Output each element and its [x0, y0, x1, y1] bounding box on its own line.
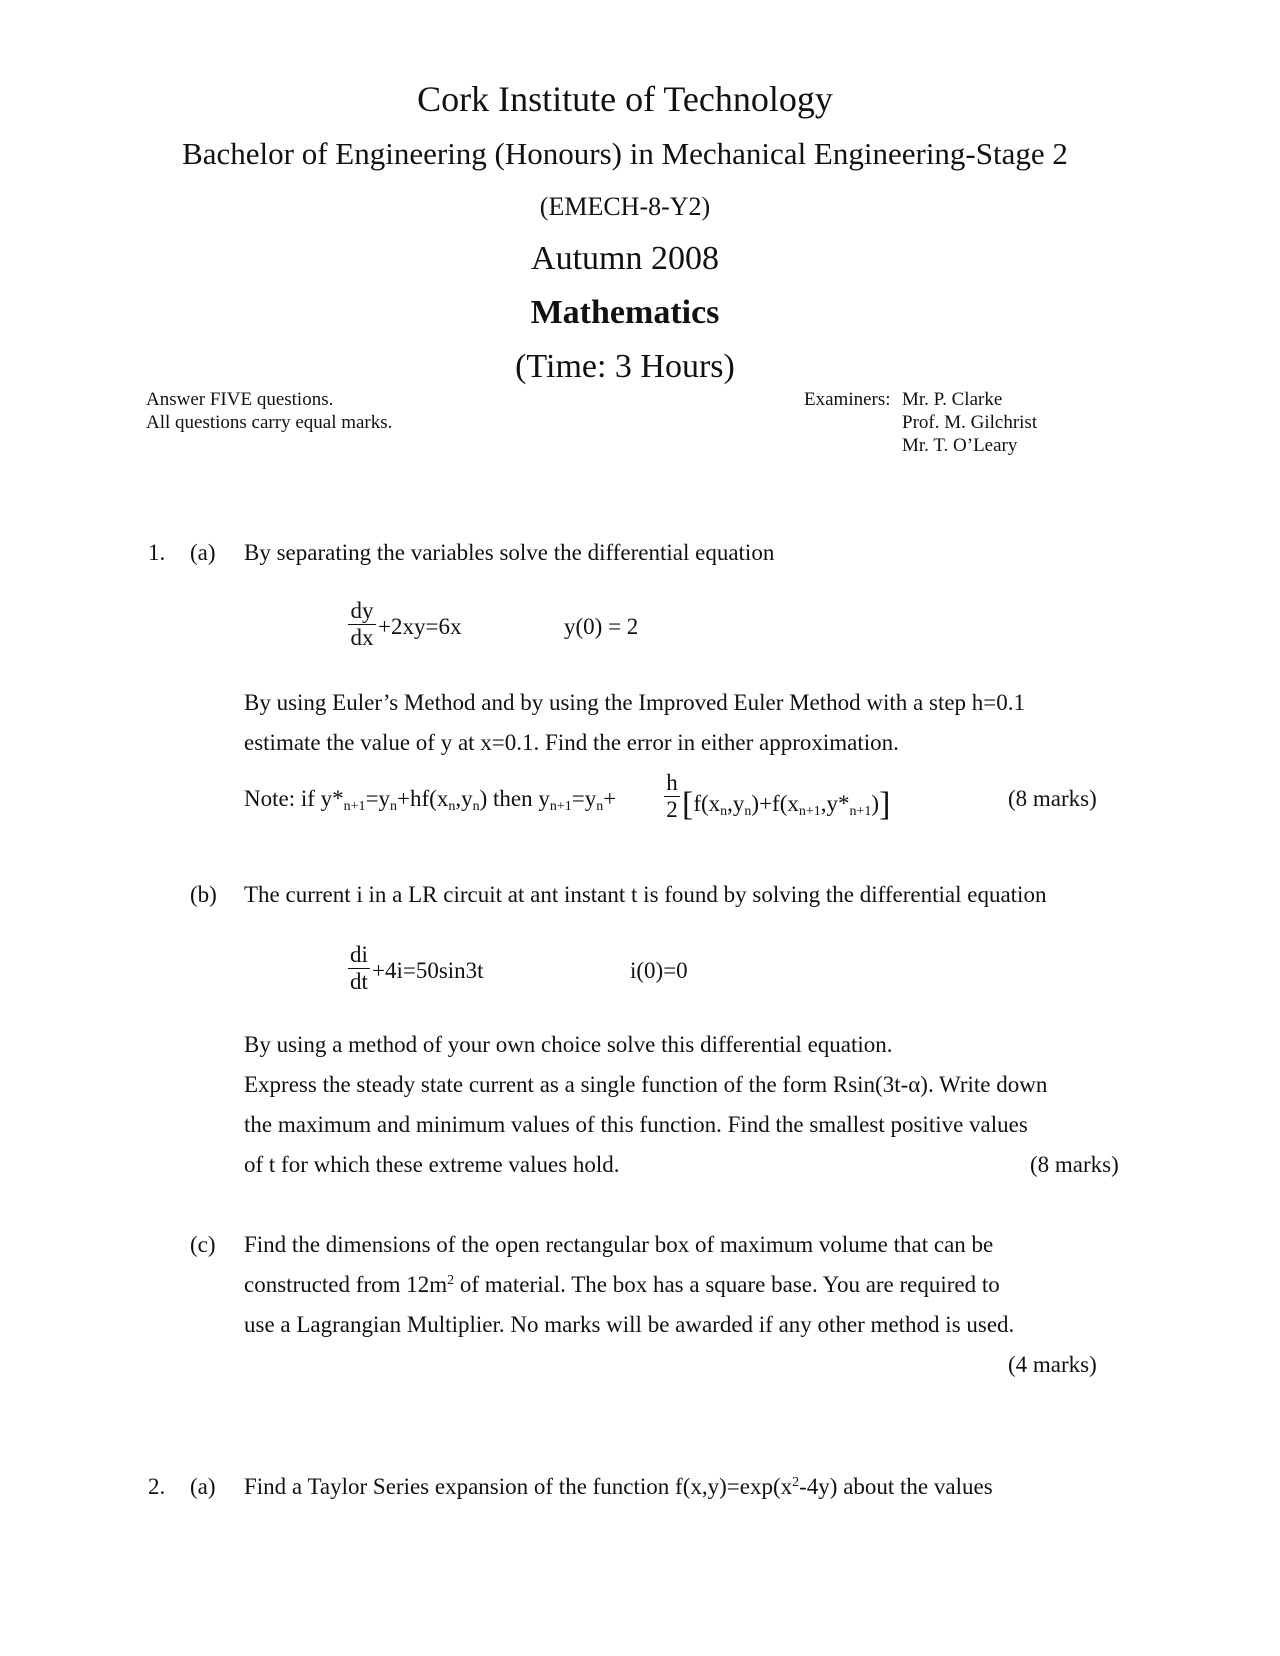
course-code: (EMECH-8-Y2)	[539, 192, 711, 221]
note-formula-bracket: $[f(x_n,y_n)+f(x_{n+1},y*_{n+1})]$	[682, 786, 891, 823]
exam-duration: (Time: 3 Hours)	[515, 348, 735, 385]
derivative-fraction	[348, 598, 376, 651]
note-then: then	[493, 786, 533, 811]
question-text: use a Lagrangian Multiplier. No marks will be awarded if any other method is used.	[244, 1312, 1015, 1337]
programme-title: Bachelor of Engineering (Honours) in Mechanical Engineering-Stage 2	[182, 136, 1068, 171]
question-number: 2.	[148, 1474, 166, 1499]
instruction-answer: Answer FIVE questions.	[146, 389, 334, 410]
marks-label: (4 marks)	[1008, 1352, 1097, 1377]
part-label: (a)	[190, 540, 216, 565]
part-label: (a)	[190, 1474, 216, 1499]
question-text: Find a Taylor Series expansion of the function $f(x,y)=\exp(x^2-4y)$ about the values	[244, 1474, 993, 1499]
fraction-numerator: h	[664, 770, 680, 797]
note-label: Note: if	[244, 786, 315, 811]
question-text: The current i in a LR circuit at ant instant t is found by solving the differential equation	[244, 882, 1047, 907]
fraction-denominator: dx	[350, 625, 374, 650]
question-text: Express the steady state current as a single function of the form Rsin(3t-α). Write down	[244, 1072, 1048, 1097]
marks-label: (8 marks)	[1008, 786, 1097, 811]
question-text: estimate the value of y at x=0.1. Find the error in either approximation.	[244, 730, 899, 755]
question-text: By using Euler’s Method and by using the Improved Euler Method with a step h=0.1	[244, 690, 1026, 715]
exam-term: Autumn 2008	[531, 240, 719, 277]
fraction-numerator: dy	[348, 598, 376, 625]
fraction-numerator: di	[348, 942, 370, 969]
examiner-name: Prof. M. Gilchrist	[902, 412, 1038, 433]
part-label: (b)	[190, 882, 217, 907]
subject-title: Mathematics	[530, 294, 720, 331]
question-text: By using a method of your own choice solve this differential equation.	[244, 1032, 893, 1057]
marks-label: (8 marks)	[1030, 1152, 1119, 1177]
equation-text: +4i=50sin3t	[372, 958, 484, 983]
question-text: Find the dimensions of the open rectangular box of maximum volume that can be	[244, 1232, 994, 1257]
initial-condition: i(0)=0	[630, 958, 688, 983]
fraction-denominator: dt	[350, 969, 368, 994]
question-number: 1.	[148, 540, 166, 565]
question-text: the maximum and minimum values of this function. Find the smallest positive values	[244, 1112, 1028, 1137]
equation-text: +2xy=6x	[378, 614, 462, 639]
question-text: By separating the variables solve the differential equation	[244, 540, 775, 565]
derivative-fraction	[348, 942, 370, 995]
instruction-marks: All questions carry equal marks.	[146, 412, 393, 433]
question-text: of t for which these extreme values hold.	[244, 1152, 620, 1177]
examiners-label: Examiners:	[804, 389, 891, 410]
part-label: (c)	[190, 1232, 216, 1257]
question-text: constructed from $12m^2$ of material. The box has a square base. You are required to	[244, 1272, 1000, 1297]
examiner-name: Mr. T. O’Leary	[902, 435, 1018, 456]
initial-condition: y(0) = 2	[564, 614, 639, 639]
h-over-2-fraction	[664, 770, 680, 823]
examiner-name: Mr. P. Clarke	[902, 389, 1003, 410]
institution-title: Cork Institute of Technology	[417, 79, 833, 119]
fraction-denominator: 2	[666, 797, 678, 822]
note-formula: Note: if $y*_{n+1}=y_n+hf(x_n,y_n)$ then $y_{n+1}=y_n+$	[244, 786, 617, 814]
